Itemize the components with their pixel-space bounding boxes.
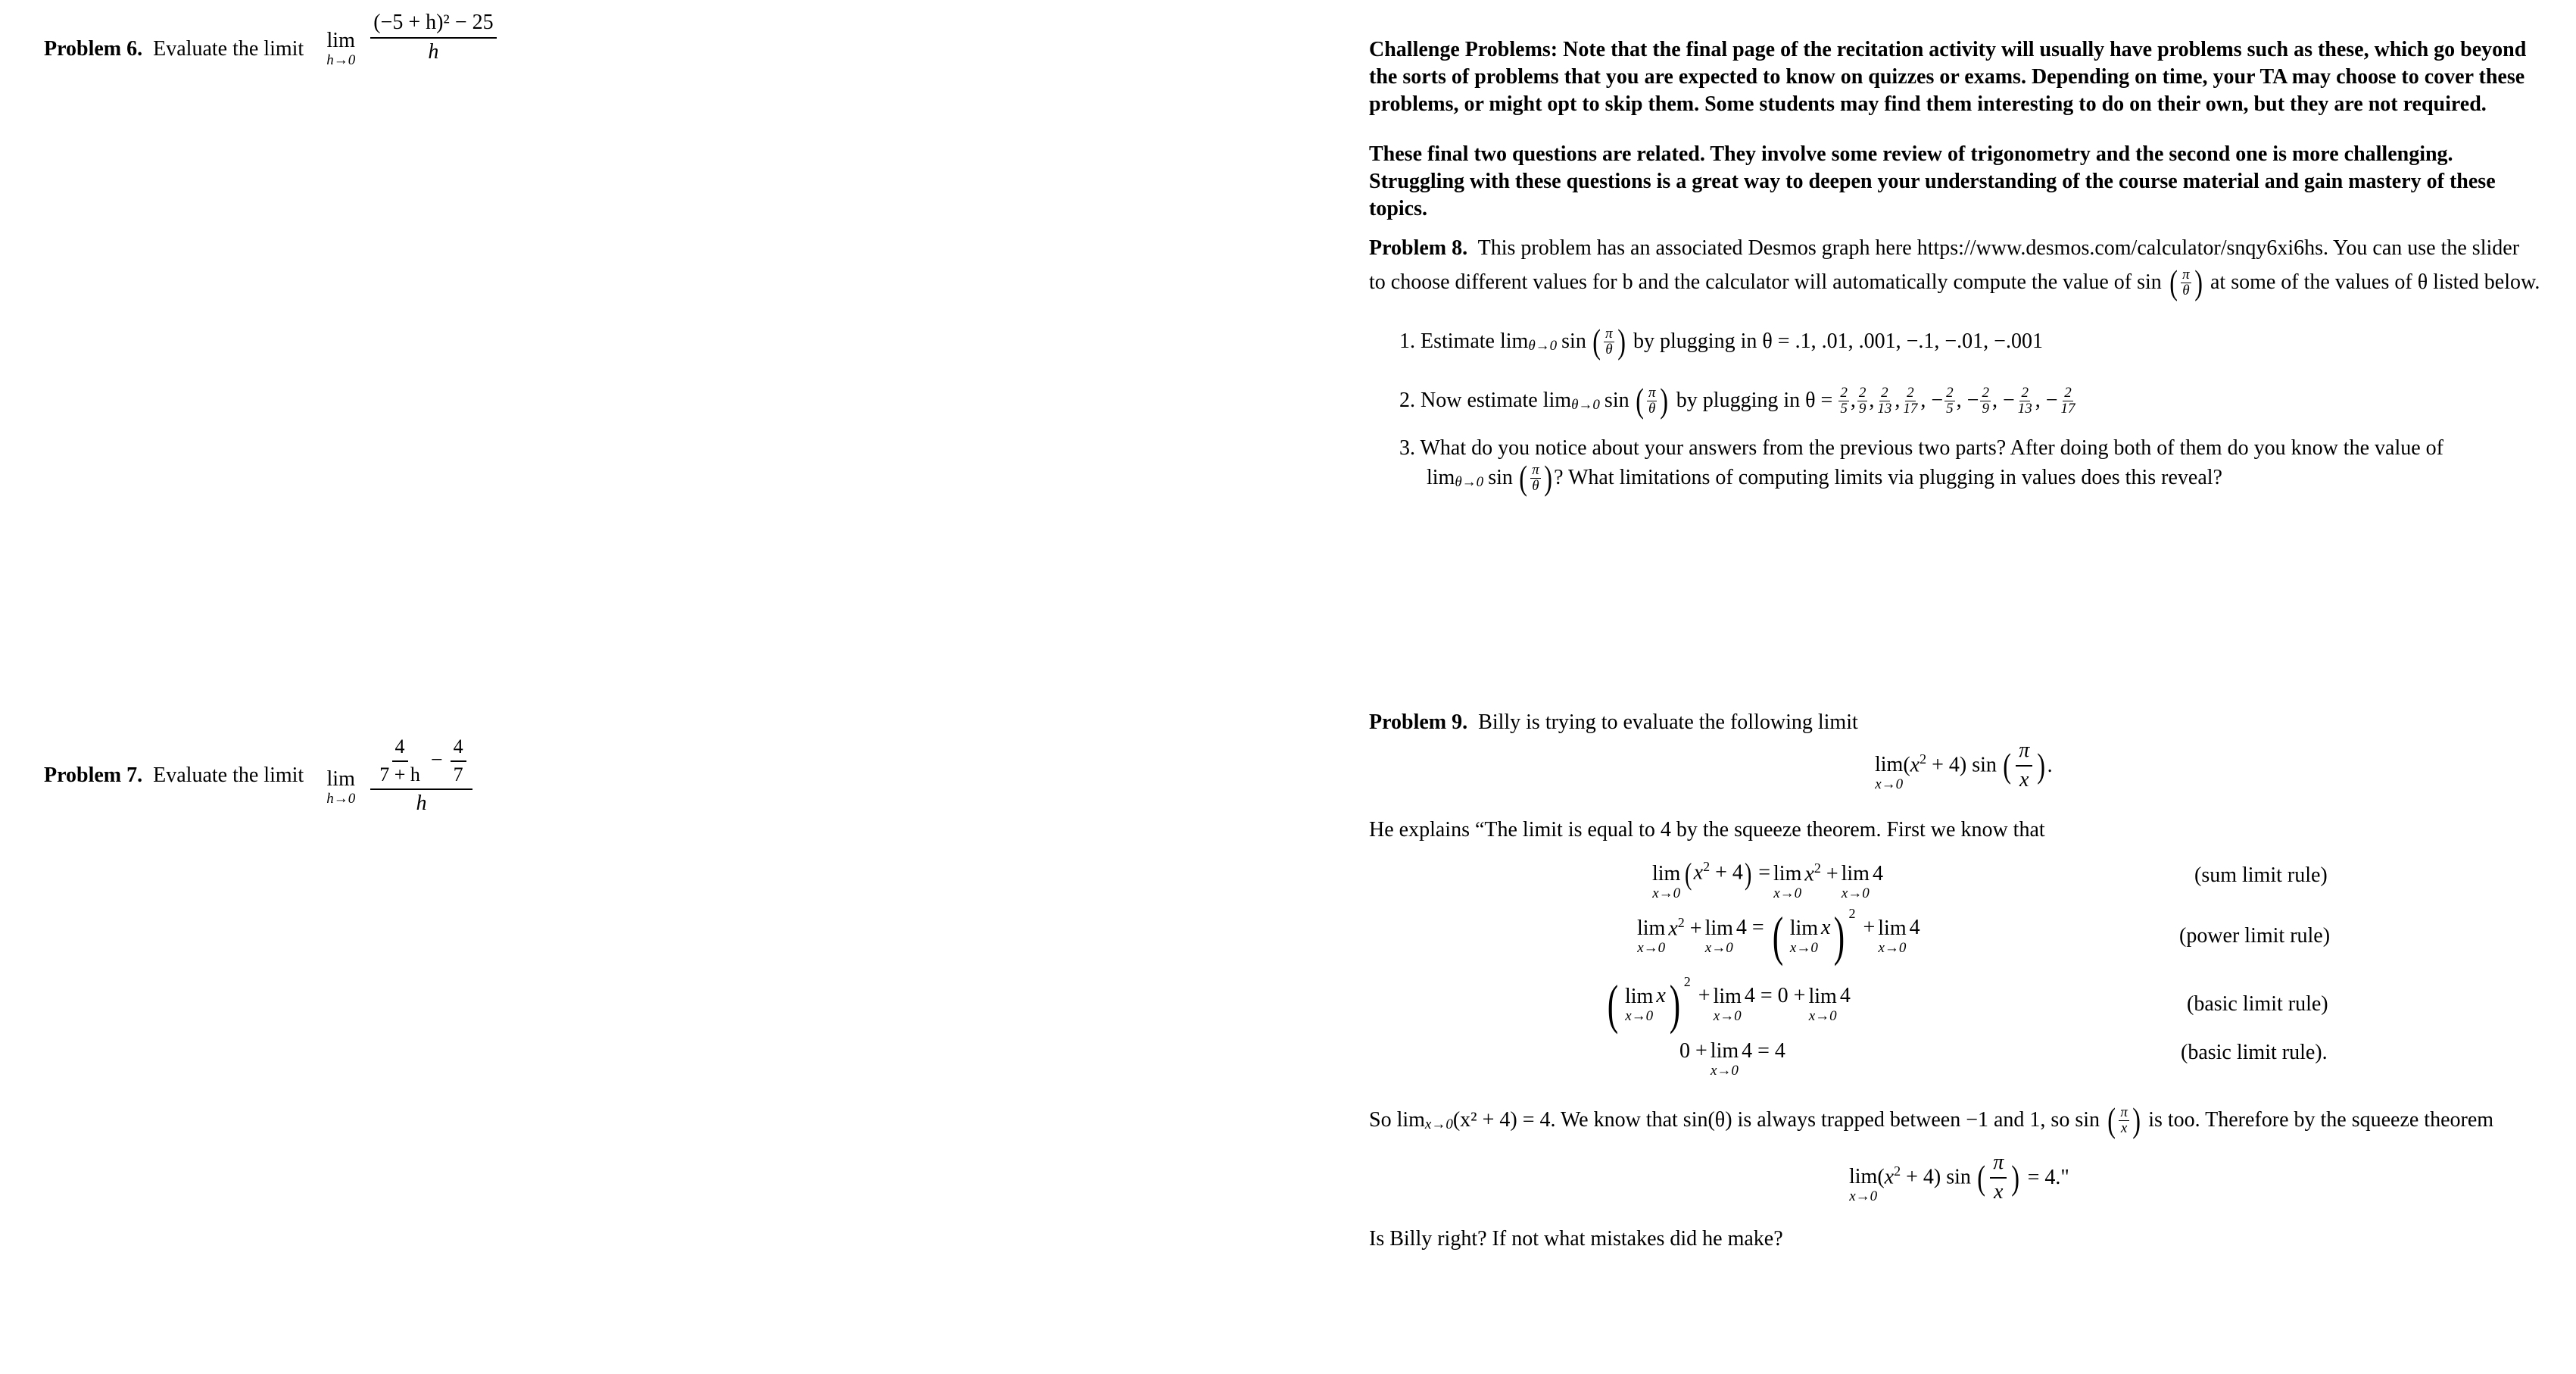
problem-9-limit: lim x→0 $(x^2 + 4)$ sin ( $\frac{\pi}{x}$ ) . — [1875, 739, 2053, 793]
problem-8-item-1: 1. Estimate lim θ→0 sin ( π θ ) by plugging in θ = .1, .01, .001, −.1, −.01, −.001 — [1399, 322, 2043, 361]
problem-9-final: lim x→0 $(x^2 + 4)$ sin ( $\frac{\pi}{x}$ ) = 4." — [1849, 1151, 2069, 1205]
rule-2: (power limit rule) — [2179, 924, 2331, 948]
problem-7-lim: lim h→0 — [326, 767, 356, 807]
problem-6-fraction: $\frac{\text{(−5 + h)² − 25}}{h}$ — [370, 11, 496, 64]
problem-9-so: So lim x→0 (x² + 4) = 4. We know that sin(θ) is always trapped between −1 and 1, so sin ( π x ) is too. Therefore by the squeeze theorem — [1369, 1101, 2494, 1139]
eq-line-4: 0 + lim x→0 4 = 4 — [1679, 1038, 1785, 1079]
problem-7 — [44, 736, 476, 816]
problem-7-text: Evaluate the limit — [153, 764, 304, 788]
problem-7-label: Problem 7. — [44, 764, 143, 788]
problem-6-label: Problem 6. — [44, 36, 143, 61]
eq-line-2: lim x→0 $x^2$ + lim x→0 4 = ( lim x→0 x ) $^2$ + lim x→0 4 — [1637, 905, 1920, 966]
challenge-related: These final two questions are related. They involve some review of trigonometry and the second one is more challenging. Struggling with these questions is a great way to deepen your understanding of the course material and gain mastery of these topics. — [1369, 142, 2496, 220]
rule-1: (sum limit rule) — [2194, 863, 2328, 887]
problem-6 — [44, 10, 500, 68]
problem-6-lim: lim h→0 — [326, 29, 356, 68]
challenge-intro: Challenge Problems: Note that the final page of the recitation activity will usually have problems such as these, which go beyond the sorts of problems that you are expected to know on quizzes or exams. Depending on time, your TA may choose to cover these problems, or might opt to skip them. Some students may find them interesting to do on their own, but they are not required. — [1369, 38, 2527, 116]
problem-9-intro: Problem 9. Billy is trying to evaluate the following limit — [1369, 710, 1858, 734]
problem-8-item-2: 2. Now estimate lim θ→0 sin ( π θ ) by plugging in θ = $\frac{2}{5}$ , 2 9 , 2 13 , 2 17 , − 2 5 , − 2 9 , − 2 13 , − 2 17 — [1399, 381, 2075, 420]
problem-9-explains: He explains “The limit is equal to 4 by the squeeze theorem. First we know that — [1369, 818, 2045, 842]
eq-line-1: lim x→0 $(x^2 + 4)$ = lim x→0 $x^2$ + lim x→0 4 — [1652, 856, 1883, 901]
problem-8-item-3: 3. What do you notice about your answers from the previous two parts? After doing both of them do you know the value of lim θ→0 sin ( π θ ) ? What limitations of computing limits via plugging in values does this reveal? — [1399, 436, 2443, 497]
problem-9-question: Is Billy right? If not what mistakes did he make? — [1369, 1227, 1783, 1251]
eq-line-3: ( lim x→0 x ) $^2$ + lim x→0 4 = 0 + lim x→0 4 — [1607, 973, 1851, 1035]
problem-6-text: Evaluate the limit — [153, 36, 304, 61]
rule-3: (basic limit rule) — [2187, 992, 2328, 1016]
rule-4: (basic limit rule). — [2181, 1041, 2328, 1064]
problem-7-fraction: $\frac{4}{7 + h}$ − $\frac{4}{7}$ h — [370, 736, 472, 816]
problem-8-intro: Problem 8. This problem has an associated Desmos graph here https://www.desmos.com/calculator/snqy6xi6hs. You can use the slider to choose different values for b and the calculator will automatically compute the value of sin ( π θ ) at some of the values of θ listed below. — [1369, 236, 2540, 301]
